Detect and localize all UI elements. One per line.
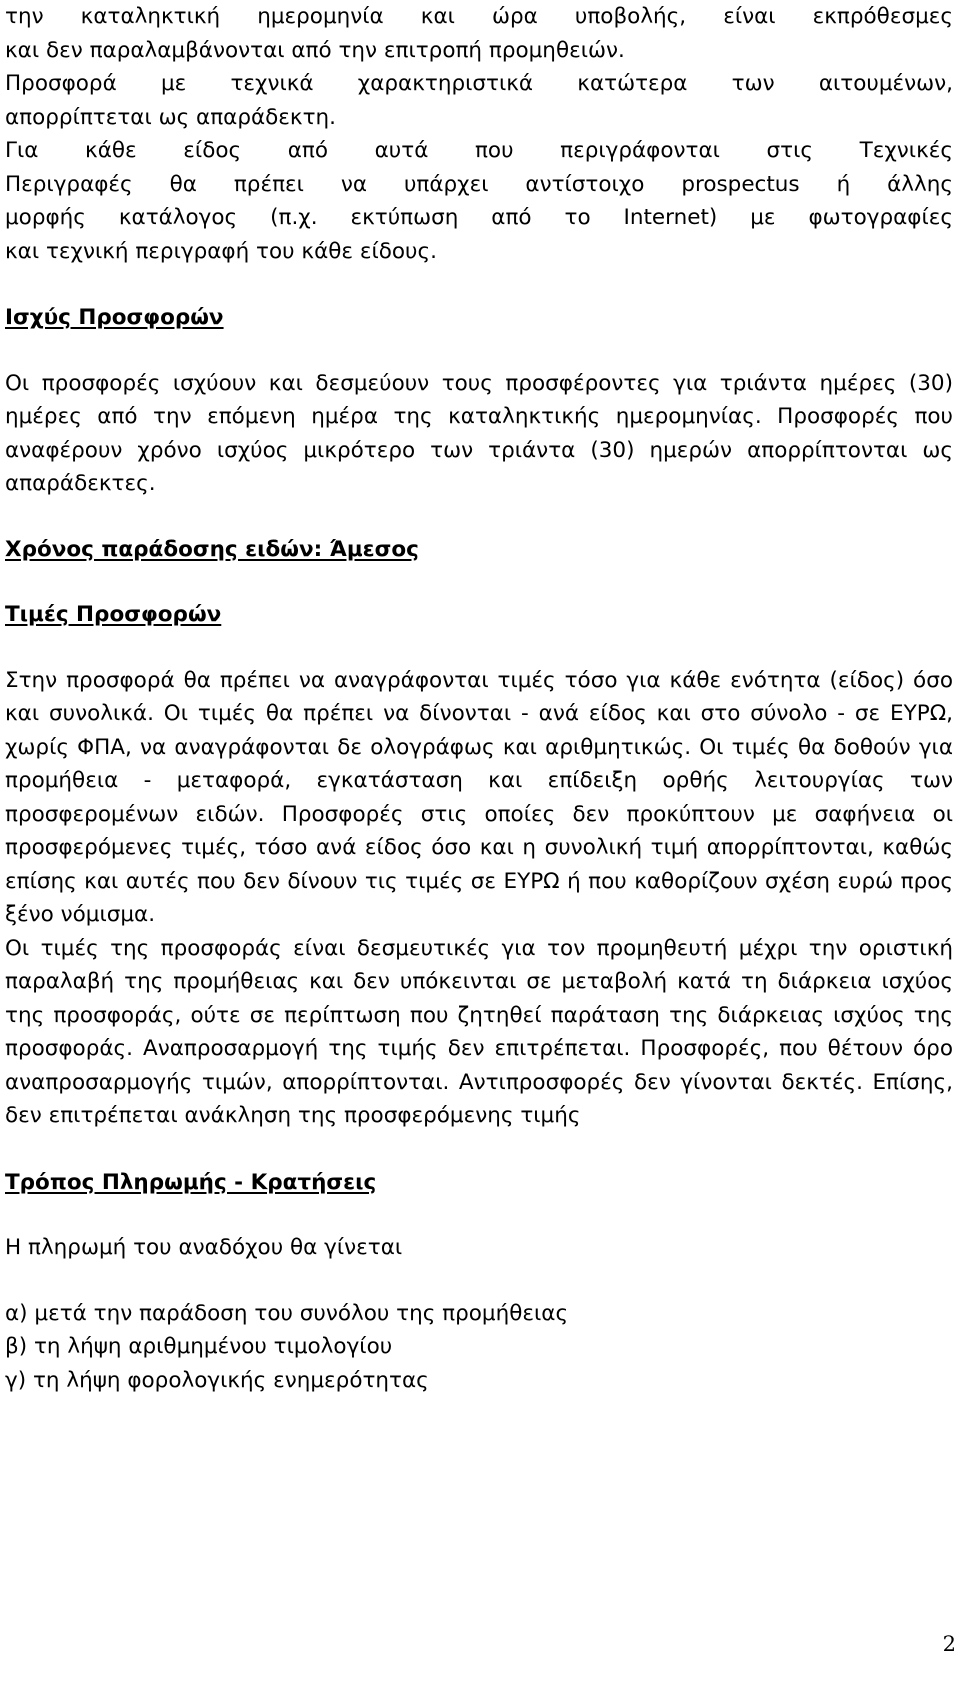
intro-line: απορρίπτεται ως απαράδεκτη.	[5, 104, 336, 130]
intro-line: και τεχνική περιγραφή του κάθε είδους.	[5, 238, 437, 264]
payment-conditions-list	[5, 1297, 953, 1398]
prices-paragraph-1: Στην προσφορά θα πρέπει να αναγράφονται τιμές τόσο για κάθε ενότητα (είδος) όσο και συνολικά. Οι τιμές θα πρέπει να δίνονται - ανά είδος και στο σύνολο - σε ΕΥΡΩ, χωρίς ΦΠΑ, να αναγράφονται δε ολογράφως και αριθμητικώς. Οι τιμές θα δοθούν για προμήθεια - μεταφορά, εγκατάσταση και επίδειξη ορθής λειτουργίας των προσφερομένων ειδών. Προσφορές στις οποίες δεν προκύπτουν με σαφήνεια οι προσφερόμενες τιμές, τόσο ανά είδος όσο και η συνολική τιμή απορρίπτονται, καθώς επίσης και αυτές που δεν δίνουν τις τιμές σε ΕΥΡΩ ή που καθορίζουν σχέση ευρώ προς ξένο νόμισμα.	[5, 667, 953, 927]
list-item: α) μετά την παράδοση του συνόλου της προμήθειας	[5, 1300, 569, 1326]
list-item: γ) τη λήψη φορολογικής ενημερότητας	[5, 1367, 429, 1393]
intro-line: μορφής κατάλογος (π.χ. εκτύπωση από το Internet) με φωτογραφίες	[5, 205, 953, 230]
intro-line: την καταληκτική ημερομηνία και ώρα υποβολής, είναι εκπρόθεσμες	[5, 4, 953, 29]
intro-line: Περιγραφές θα πρέπει να υπάρχει αντίστοιχο prospectus ή άλλης	[5, 171, 953, 197]
prices-heading: Τιμές Προσφορών	[5, 602, 222, 627]
intro-line: Για κάθε είδος από αυτά που περιγράφονται στις Τεχνικές	[5, 138, 953, 163]
list-item: β) τη λήψη αριθμημένου τιμολογίου	[5, 1334, 393, 1359]
payment-intro: Η πληρωμή του αναδόχου θα γίνεται	[5, 1235, 403, 1260]
payment-heading: Τρόπος Πληρωμής - Κρατήσεις	[5, 1169, 377, 1195]
prices-paragraph-2: Οι τιμές της προσφοράς είναι δεσμευτικές για τον προμηθευτή μέχρι την οριστική παραλαβή της προμήθειας και δεν υπόκεινται σε μεταβολή κατά τη διάρκεια ισχύος της προσφοράς, ούτε σε περίπτωση που ζητηθεί παράταση της διάρκειας ισχύος της προσφοράς. Αναπροσαρμογή της τιμής δεν επιτρέπεται. Προσφορές, που θέτουν όρο αναπροσαρμογής τιμών, απορρίπτονται. Αντιπροσφορές δεν γίνονται δεκτές. Επίσης, δεν επιτρέπεται ανάκληση της προσφερόμενης τιμής	[5, 935, 953, 1128]
intro-line: και δεν παραλαμβάνονται από την επιτροπή προμηθειών.	[5, 37, 625, 63]
page-number: 2	[942, 1632, 956, 1656]
intro-line: Προσφορά με τεχνικά χαρακτηριστικά κατώτερα των αιτουμένων,	[5, 71, 953, 96]
intro-paragraph	[5, 0, 953, 268]
validity-paragraph: Οι προσφορές ισχύουν και δεσμεύουν τους προσφέροντες για τριάντα ημέρες (30) ημέρες από την επόμενη ημέρα της καταληκτικής ημερομηνίας. Προσφορές που αναφέρουν χρόνο ισχύος μικρότερο των τριάντα (30) ημερών απορρίπτονται ως απαράδεκτες.	[5, 370, 953, 496]
validity-heading: Ισχύς Προσφορών	[5, 305, 224, 330]
document-page	[5, 0, 953, 1397]
delivery-heading: Χρόνος παράδοσης ειδών: Άμεσος	[5, 536, 419, 562]
